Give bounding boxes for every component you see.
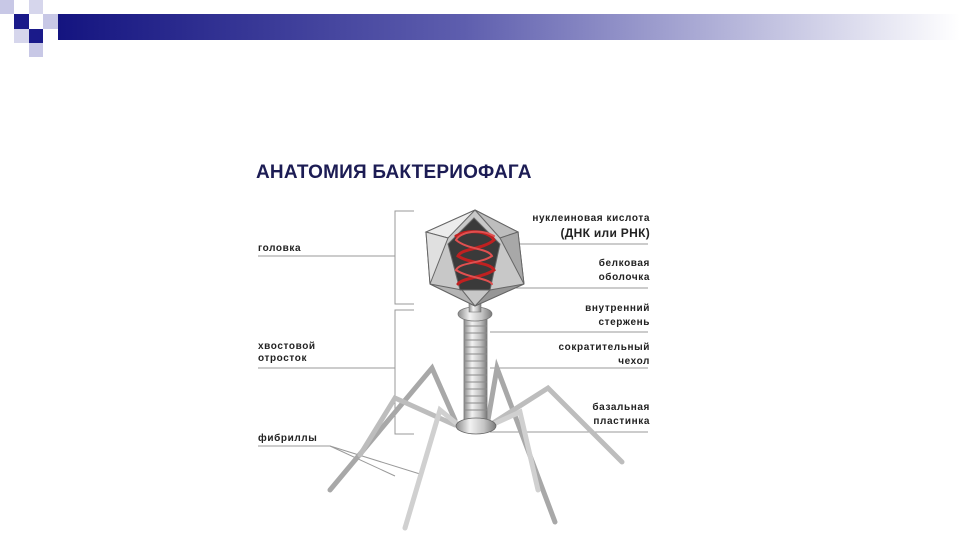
label-nucleic-line2: (ДНК или РНК) xyxy=(560,226,650,240)
label-plate-line1: базальная xyxy=(592,402,650,413)
bracket-head xyxy=(395,211,414,304)
label-head: головка xyxy=(258,243,302,254)
label-protein-line1: белковая xyxy=(598,258,650,269)
label-sheath-line1: сократительный xyxy=(558,342,650,353)
label-nucleic-line1: нуклеиновая кислота xyxy=(532,213,650,224)
leader-line-fibrils-1 xyxy=(330,446,420,474)
label-tail-line1: хвостовой xyxy=(258,341,316,352)
diagram-title: АНАТОМИЯ БАКТЕРИОФАГА xyxy=(256,162,532,183)
tail-fiber xyxy=(405,410,462,528)
capsid-head xyxy=(426,210,524,306)
label-fibrils: фибриллы xyxy=(258,433,318,444)
label-plate-line2: пластинка xyxy=(593,416,650,427)
bracket-tail xyxy=(395,310,414,434)
contractile-sheath xyxy=(464,318,487,420)
label-core-line2: стержень xyxy=(598,317,650,328)
label-protein-line2: оболочка xyxy=(598,272,650,283)
label-tail-line2: отросток xyxy=(258,353,308,364)
tail-fiber xyxy=(360,398,455,455)
base-plate xyxy=(456,418,496,434)
label-core-line1: внутренний xyxy=(585,303,650,314)
label-sheath-line2: чехол xyxy=(618,356,650,367)
